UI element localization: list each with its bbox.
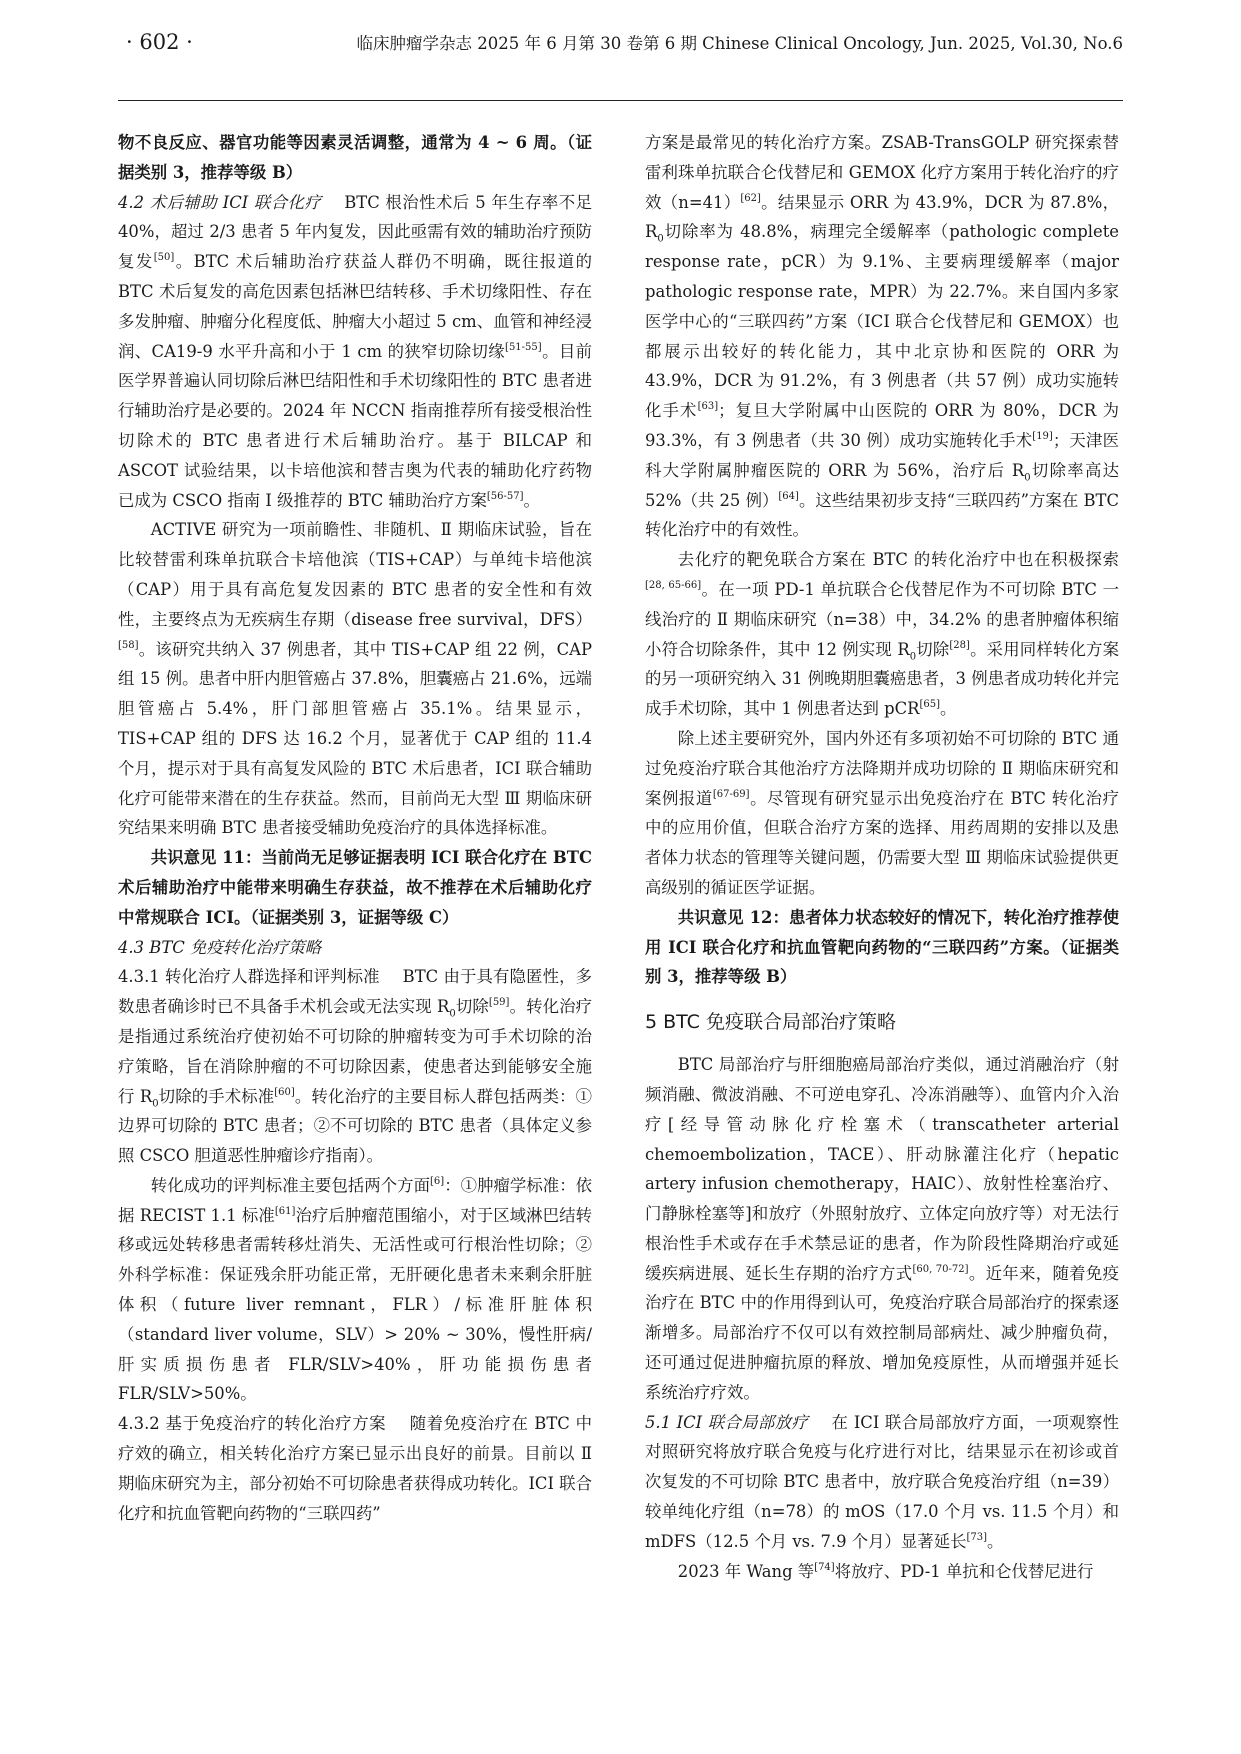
text: 切除的手术标准 [158, 1086, 275, 1106]
subscript: 0 [657, 233, 664, 245]
text: 方案是最常见的转化治疗方案。ZSAB-TransGOLP 研究探索替雷利珠单抗联合仑伐替尼和 GEMOX 化疗方案用于转化治疗的疗效（n=41） [645, 133, 1119, 212]
text: 转化成功的评判标准主要包括两个方面 [150, 1175, 431, 1195]
text: 去化疗的靶免联合方案在 BTC 的转化治疗中也在积极探索 [677, 550, 1119, 570]
text: ACTIVE 研究为一项前瞻性、非随机、Ⅱ 期临床试验，旨在比较替雷利珠单抗联合卡培他滨（TIS+CAP）与单纯卡培他滨（CAP）用于具有高危复发因素的 BTC 患者的安全性和有效性，主要终点为无疾病生存期（disease free survival，DFS） [118, 520, 592, 629]
text: BTC 局部治疗与肝细胞癌局部治疗类似，通过消融治疗（射频消融、微波消融、不可逆电穿孔、冷冻消融等）、血管内介入治疗[经导管动脉化疗栓塞术（transcatheter arterial chemoembolization，TACE）、肝动脉灌注化疗（hepatic artery infusion chemotherapy，HAIC）、放射性栓塞治疗、门静脉栓塞等]和放疗（外照射放疗、立体定向放疗等）对无法行根治性手术或存在手术禁忌证的患者，作为阶段性降期治疗或延缓疾病进展、延长生存期的治疗方式 [645, 1055, 1119, 1283]
section-heading-4-2: 4.2 术后辅助 ICI 联合化疗 [118, 192, 322, 212]
text: 。 [523, 490, 540, 510]
section-4-3-1 [118, 962, 592, 1171]
citation: [50] [153, 252, 175, 264]
citation: [51-55] [505, 341, 542, 353]
text: 切除 [455, 997, 489, 1017]
text: 切除率为 48.8%，病理完全缓解率（pathologic complete response rate，pCR）为 9.1%、主要病理缓解率（major pathologic response rate，MPR）为 22.7%。来自国内多家医学中心的“三联四药”方案（ICI 联合仑伐替尼和 GEMOX）也都展示出较好的转化能力，其中北京协和医院的 ORR 为 43.9%，DCR 为 91.2%，有 3 例患者（共 57 例）成功实施转化手术 [645, 222, 1119, 421]
text: 将放疗、PD-1 单抗和仑伐替尼进行 [834, 1561, 1094, 1581]
heading-text: 4.3 BTC 免疫转化治疗策略 [118, 937, 322, 957]
page-header [118, 12, 1123, 101]
paragraph-conversion-regimens [645, 128, 1119, 545]
page-number: · 602 · [126, 30, 193, 54]
section-5-1 [645, 1408, 1119, 1557]
citation: [64] [778, 490, 799, 502]
text: 。在一项 PD-1 单抗联合仑伐替尼作为不可切除 BTC 一线治疗的 Ⅱ 期临床研究（n=38）中，34.2% 的患者肿瘤体积缩小符合切除条件，其中 12 例实现 R [645, 579, 1119, 659]
text: ：①肿瘤学标准：依据 RECIST 1.1 标准 [118, 1175, 593, 1225]
text: ；复旦大学附属中山医院的 ORR 为 80%，DCR 为 93.3%，有 3 例患者（共 30 例）成功实施转化手术 [645, 401, 1120, 450]
text: 。目前医学界普遍认同切除后淋巴结阳性和手术切缘阳性的 BTC 患者进行辅助治疗是必要的。2024 年 NCCN 指南推荐所有接受根治性切除术的 BTC 患者进行术后辅助治疗。基于 BILCAP 和 ASCOT 试验结果，以卡培他滨和替吉奥为代表的辅助化疗药物已成为 CSCO 指南 Ⅰ 级推荐的 BTC 辅助治疗方案 [118, 341, 592, 510]
text: 切除率高达 52%（共 25 例） [645, 460, 1120, 510]
paragraph-chemo-free [645, 545, 1119, 724]
consensus-12: 共识意见 12：患者体力状态较好的情况下，转化治疗推荐使用 ICI 联合化疗和抗血管靶向药物的“三联四药”方案。（证据类别 3，推荐等级 B） [645, 907, 1119, 987]
citation: [60, 70-72] [912, 1263, 969, 1275]
section-heading-4-3 [118, 933, 592, 963]
citation: [60] [274, 1086, 295, 1098]
paragraph-other-studies [645, 724, 1119, 903]
section-4-2 [118, 188, 592, 516]
text: 。结果显示 ORR 为 43.9%，DCR 为 87.8%，R [645, 192, 1119, 242]
text: BTC 根治性术后 5 年生存率不足 40%，超过 2/3 患者 5 年内复发，因此亟需有效的辅助治疗预防复发 [118, 192, 593, 272]
text: 。近年来，随着免疫治疗在 BTC 中的作用得到认可，免疫治疗联合局部治疗的探索逐渐增多。局部治疗不仅可以有效控制局部病灶、减少肿瘤负荷，还可通过促进肿瘤抗原的释放、增加免疫原性，从而增强并延长系统治疗疗效。 [645, 1263, 1120, 1402]
subscript: 0 [1024, 472, 1031, 484]
citation: [28, 65-66] [645, 579, 702, 591]
text: 切除 [916, 639, 950, 659]
text: 。该研究共纳入 37 例患者，其中 TIS+CAP 组 22 例，CAP 组 15 例。患者中肝内胆管癌占 37.8%，胆囊癌占 21.6%，远端胆管癌占 5.4%，肝门部胆管癌占 35.1%。结果显示，TIS+CAP 组的 DFS 达 16.2 个月，显著优于 CAP 组的 11.4 个月，提示对于具有高复发风险的 BTC 术后患者，ICI 联合辅助化疗可能带来潜在的生存获益。然而，目前尚无大型 Ⅲ 期临床研究结果来明确 BTC 患者接受辅助免疫治疗的具体选择标准。 [118, 639, 592, 838]
section-heading-4-3-2: 4.3.2 基于免疫治疗的转化治疗方案 [118, 1414, 387, 1434]
text: ；天津医科大学附属肿瘤医院的 ORR 为 56%，治疗后 R [645, 430, 1119, 480]
text: 。 [940, 699, 957, 719]
citation: [19] [1032, 430, 1053, 442]
consensus-11: 共识意见 11：当前尚无足够证据表明 ICI 联合化疗在 BTC 术后辅助治疗中能带来明确生存获益，故不推荐在术后辅助化疗中常规联合 ICI。（证据类别 3，证据等级 C） [118, 848, 592, 927]
citation: [58] [118, 639, 139, 651]
text: 除上述主要研究外，国内外还有多项初始不可切除的 BTC 通过免疫治疗联合其他治疗方法降期并成功切除的 Ⅱ 期临床研究和案例报道 [645, 728, 1119, 808]
text: 在 ICI 联合局部放疗方面，一项观察性对照研究将放疗联合免疫与化疗进行对比，结果显示在初诊或首次复发的不可切除 BTC 患者中，放疗联合免疫治疗组（n=39）较单纯化疗组（n=78）的 mOS（17.0 个月 vs. 11.5 个月）和 mDFS（12.5 个月 vs. 7.9 个月）显著延长 [645, 1412, 1119, 1551]
citation: [62] [740, 192, 761, 204]
paragraph-wang-study [645, 1557, 1119, 1587]
citation: [65] [919, 699, 941, 711]
text: 。转化治疗是指通过系统治疗使初始不可切除的肿瘤转变为可手术切除的治疗策略，旨在消除肿瘤的不可切除因素，使患者达到能够安全施行 R [118, 997, 593, 1106]
text: 。转化治疗的主要目标人群包括两类：①边界可切除的 BTC 患者；②不可切除的 BTC 患者（具体定义参照 CSCO 胆道恶性肿瘤诊疗指南）。 [118, 1086, 592, 1166]
text: 2023 年 Wang 等 [677, 1561, 815, 1581]
right-column [645, 128, 1119, 1586]
text: 。 [987, 1531, 1004, 1551]
citation: [73] [966, 1531, 988, 1543]
section-4-3-2 [118, 1409, 592, 1528]
paragraph-local-therapy [645, 1050, 1119, 1408]
text: BTC 由于具有隐匿性，多数患者确诊时已不具备手术机会或无法实现 R [118, 967, 592, 1017]
text: 。采用同样转化方案的另一项研究纳入 31 例晚期胆囊癌患者，3 例患者成功转化并完成手术切除，其中 1 例患者达到 pCR [645, 639, 1120, 719]
journal-citation: 临床肿瘤学杂志 2025 年 6 月第 30 卷第 6 期 Chinese Clinical Oncology, Jun. 2025, Vol.30, No.6 [356, 34, 1123, 53]
citation: [61] [274, 1205, 296, 1217]
subscript: 0 [449, 1008, 456, 1020]
citation: [67-69] [712, 788, 750, 800]
section-heading-5-1: 5.1 ICI 联合局部放疗 [645, 1412, 809, 1432]
text: 随着免疫治疗在 BTC 中疗效的确立，相关转化治疗方案已显示出良好的前景。目前以 Ⅱ 期临床研究为主，部分初始不可切除患者获得成功转化。ICI 联合化疗和抗血管靶向药物的“三联四药” [118, 1414, 592, 1523]
subscript: 0 [152, 1097, 159, 1109]
paragraph-recommendation-end: 物不良反应、器官功能等因素灵活调整，通常为 4 ~ 6 周。（证据类别 3，推荐等级 B） [118, 133, 592, 182]
citation: [56-57] [486, 490, 524, 502]
text: 治疗后肿瘤范围缩小，对于区域淋巴结转移或远处转移患者需转移灶消失、无活性或可行根治性切除；②外科学标准：保证残余肝功能正常，无肝硬化患者未来剩余肝脏体积（future liver remnant，FLR）/标准肝脏体积（standard liver volume，SLV）> 20% ~ 30%，慢性肝病/肝实质损伤患者 FLR/SLV>40%，肝功能损伤患者 FLR/SLV>50%。 [118, 1205, 592, 1404]
paragraph-evaluation-criteria [118, 1171, 592, 1409]
paragraph-active-study [118, 515, 592, 843]
subscript: 0 [909, 650, 917, 662]
citation: [63] [697, 401, 719, 413]
text: 。尽管现有研究显示出免疫治疗在 BTC 转化治疗中的应用价值，但联合治疗方案的选择、用药周期的安排以及患者体力状态的管理等关键问题，仍需要大型 Ⅲ 期临床试验提供更高级别的循证医学证据。 [645, 788, 1120, 897]
citation: [28] [949, 639, 970, 651]
citation: [59] [488, 997, 510, 1009]
section-heading-5: 5 BTC 免疫联合局部治疗策略 [645, 1011, 896, 1034]
citation: [74] [814, 1561, 835, 1573]
text: 。这些结果初步支持“三联四药”方案在 BTC 转化治疗中的有效性。 [645, 490, 1119, 540]
left-column [118, 128, 592, 1528]
text: 。BTC 术后辅助治疗获益人群仍不明确，既往报道的 BTC 术后复发的高危因素包括淋巴结转移、手术切缘阳性、存在多发肿瘤、肿瘤分化程度低、肿瘤大小超过 5 cm、血管和神经浸润、CA19-9 水平升高和小于 1 cm 的狭窄切除切缘 [118, 252, 592, 361]
section-heading-4-3-1: 4.3.1 转化治疗人群选择和评判标准 [118, 967, 380, 987]
citation: [6] [430, 1175, 445, 1187]
